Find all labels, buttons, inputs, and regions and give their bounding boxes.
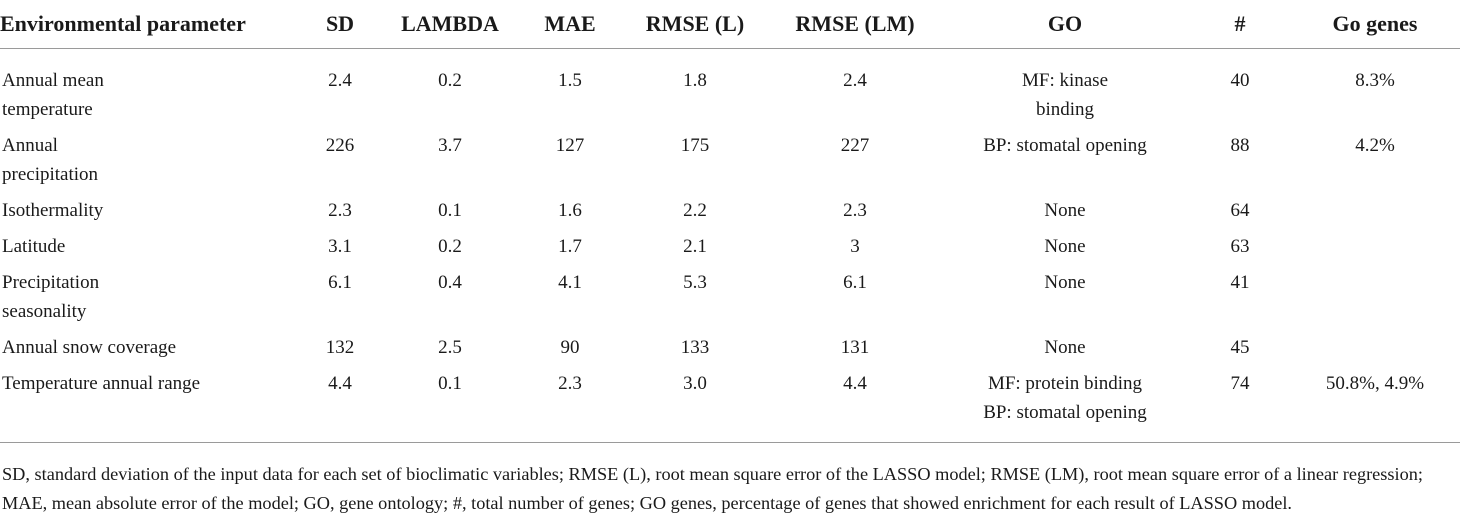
cell-rmse-lm: 2.4 (770, 49, 940, 132)
cell-mae: 2.3 (520, 369, 620, 443)
header-rmse-l: RMSE (L) (620, 0, 770, 49)
cell-mae: 1.6 (520, 196, 620, 232)
cell-sd: 226 (300, 131, 380, 196)
header-environmental-parameter: Environmental parameter (0, 0, 300, 49)
cell-sd: 6.1 (300, 268, 380, 333)
cell-mae: 4.1 (520, 268, 620, 333)
cell-mae: 90 (520, 333, 620, 369)
header-go: GO (940, 0, 1190, 49)
cell-rmse-lm: 2.3 (770, 196, 940, 232)
cell-rmse-l: 5.3 (620, 268, 770, 333)
cell-rmse-l: 2.1 (620, 232, 770, 268)
header-gene-count: # (1190, 0, 1290, 49)
cell-parameter: Annual precipitation (0, 131, 300, 196)
cell-rmse-l: 133 (620, 333, 770, 369)
cell-lambda: 0.2 (380, 232, 520, 268)
header-row (0, 0, 1460, 49)
header-sd: SD (300, 0, 380, 49)
cell-gene-count: 41 (1190, 268, 1290, 333)
header-go-genes: Go genes (1290, 0, 1460, 49)
cell-gene-count: 63 (1190, 232, 1290, 268)
cell-sd: 4.4 (300, 369, 380, 443)
cell-mae: 1.7 (520, 232, 620, 268)
cell-go: None (940, 232, 1190, 268)
table-header (0, 0, 1460, 49)
cell-go: None (940, 333, 1190, 369)
cell-rmse-lm: 227 (770, 131, 940, 196)
cell-sd: 2.3 (300, 196, 380, 232)
footnote-row (0, 443, 1460, 518)
cell-go: MF: kinase binding (940, 49, 1190, 132)
cell-rmse-lm: 131 (770, 333, 940, 369)
cell-lambda: 0.2 (380, 49, 520, 132)
table-row (0, 196, 1460, 232)
cell-lambda: 3.7 (380, 131, 520, 196)
cell-parameter: Annual snow coverage (0, 333, 300, 369)
cell-mae: 127 (520, 131, 620, 196)
cell-go-genes (1290, 333, 1460, 369)
cell-sd: 2.4 (300, 49, 380, 132)
header-rmse-lm: RMSE (LM) (770, 0, 940, 49)
cell-go: BP: stomatal opening (940, 131, 1190, 196)
cell-rmse-lm: 4.4 (770, 369, 940, 443)
table-row (0, 49, 1460, 132)
cell-go: None (940, 268, 1190, 333)
cell-mae: 1.5 (520, 49, 620, 132)
cell-rmse-l: 3.0 (620, 369, 770, 443)
cell-parameter: Isothermality (0, 196, 300, 232)
table-body (0, 49, 1460, 443)
table-row (0, 268, 1460, 333)
cell-go: MF: protein binding BP: stomatal opening (940, 369, 1190, 443)
cell-gene-count: 40 (1190, 49, 1290, 132)
cell-rmse-l: 175 (620, 131, 770, 196)
cell-rmse-l: 1.8 (620, 49, 770, 132)
cell-parameter: Temperature annual range (0, 369, 300, 443)
cell-gene-count: 64 (1190, 196, 1290, 232)
table-footnote: SD, standard deviation of the input data for each set of bioclimatic variables; RMSE (L), root mean square error of the LASSO model; RMSE (LM), root mean square error of a linear regression; MAE, mean absolute error of the model; GO, gene ontology; #, total number of genes; GO genes, percentage of genes that showed enrichment for each result of LASSO model. (0, 443, 1460, 518)
cell-go-genes: 8.3% (1290, 49, 1460, 132)
table-row (0, 369, 1460, 443)
cell-go-genes (1290, 232, 1460, 268)
cell-go: None (940, 196, 1190, 232)
cell-sd: 3.1 (300, 232, 380, 268)
cell-lambda: 0.1 (380, 196, 520, 232)
cell-gene-count: 45 (1190, 333, 1290, 369)
cell-parameter: Latitude (0, 232, 300, 268)
header-mae: MAE (520, 0, 620, 49)
cell-go-genes: 50.8%, 4.9% (1290, 369, 1460, 443)
cell-rmse-lm: 6.1 (770, 268, 940, 333)
cell-parameter: Precipitation seasonality (0, 268, 300, 333)
table-row (0, 333, 1460, 369)
cell-rmse-lm: 3 (770, 232, 940, 268)
cell-parameter: Annual mean temperature (0, 49, 300, 132)
table-row (0, 232, 1460, 268)
cell-rmse-l: 2.2 (620, 196, 770, 232)
cell-go-genes (1290, 196, 1460, 232)
cell-lambda: 2.5 (380, 333, 520, 369)
cell-go-genes: 4.2% (1290, 131, 1460, 196)
cell-gene-count: 74 (1190, 369, 1290, 443)
cell-lambda: 0.1 (380, 369, 520, 443)
cell-lambda: 0.4 (380, 268, 520, 333)
table-footer (0, 443, 1460, 518)
cell-gene-count: 88 (1190, 131, 1290, 196)
cell-sd: 132 (300, 333, 380, 369)
cell-go-genes (1290, 268, 1460, 333)
table-row (0, 131, 1460, 196)
header-lambda: LAMBDA (380, 0, 520, 49)
